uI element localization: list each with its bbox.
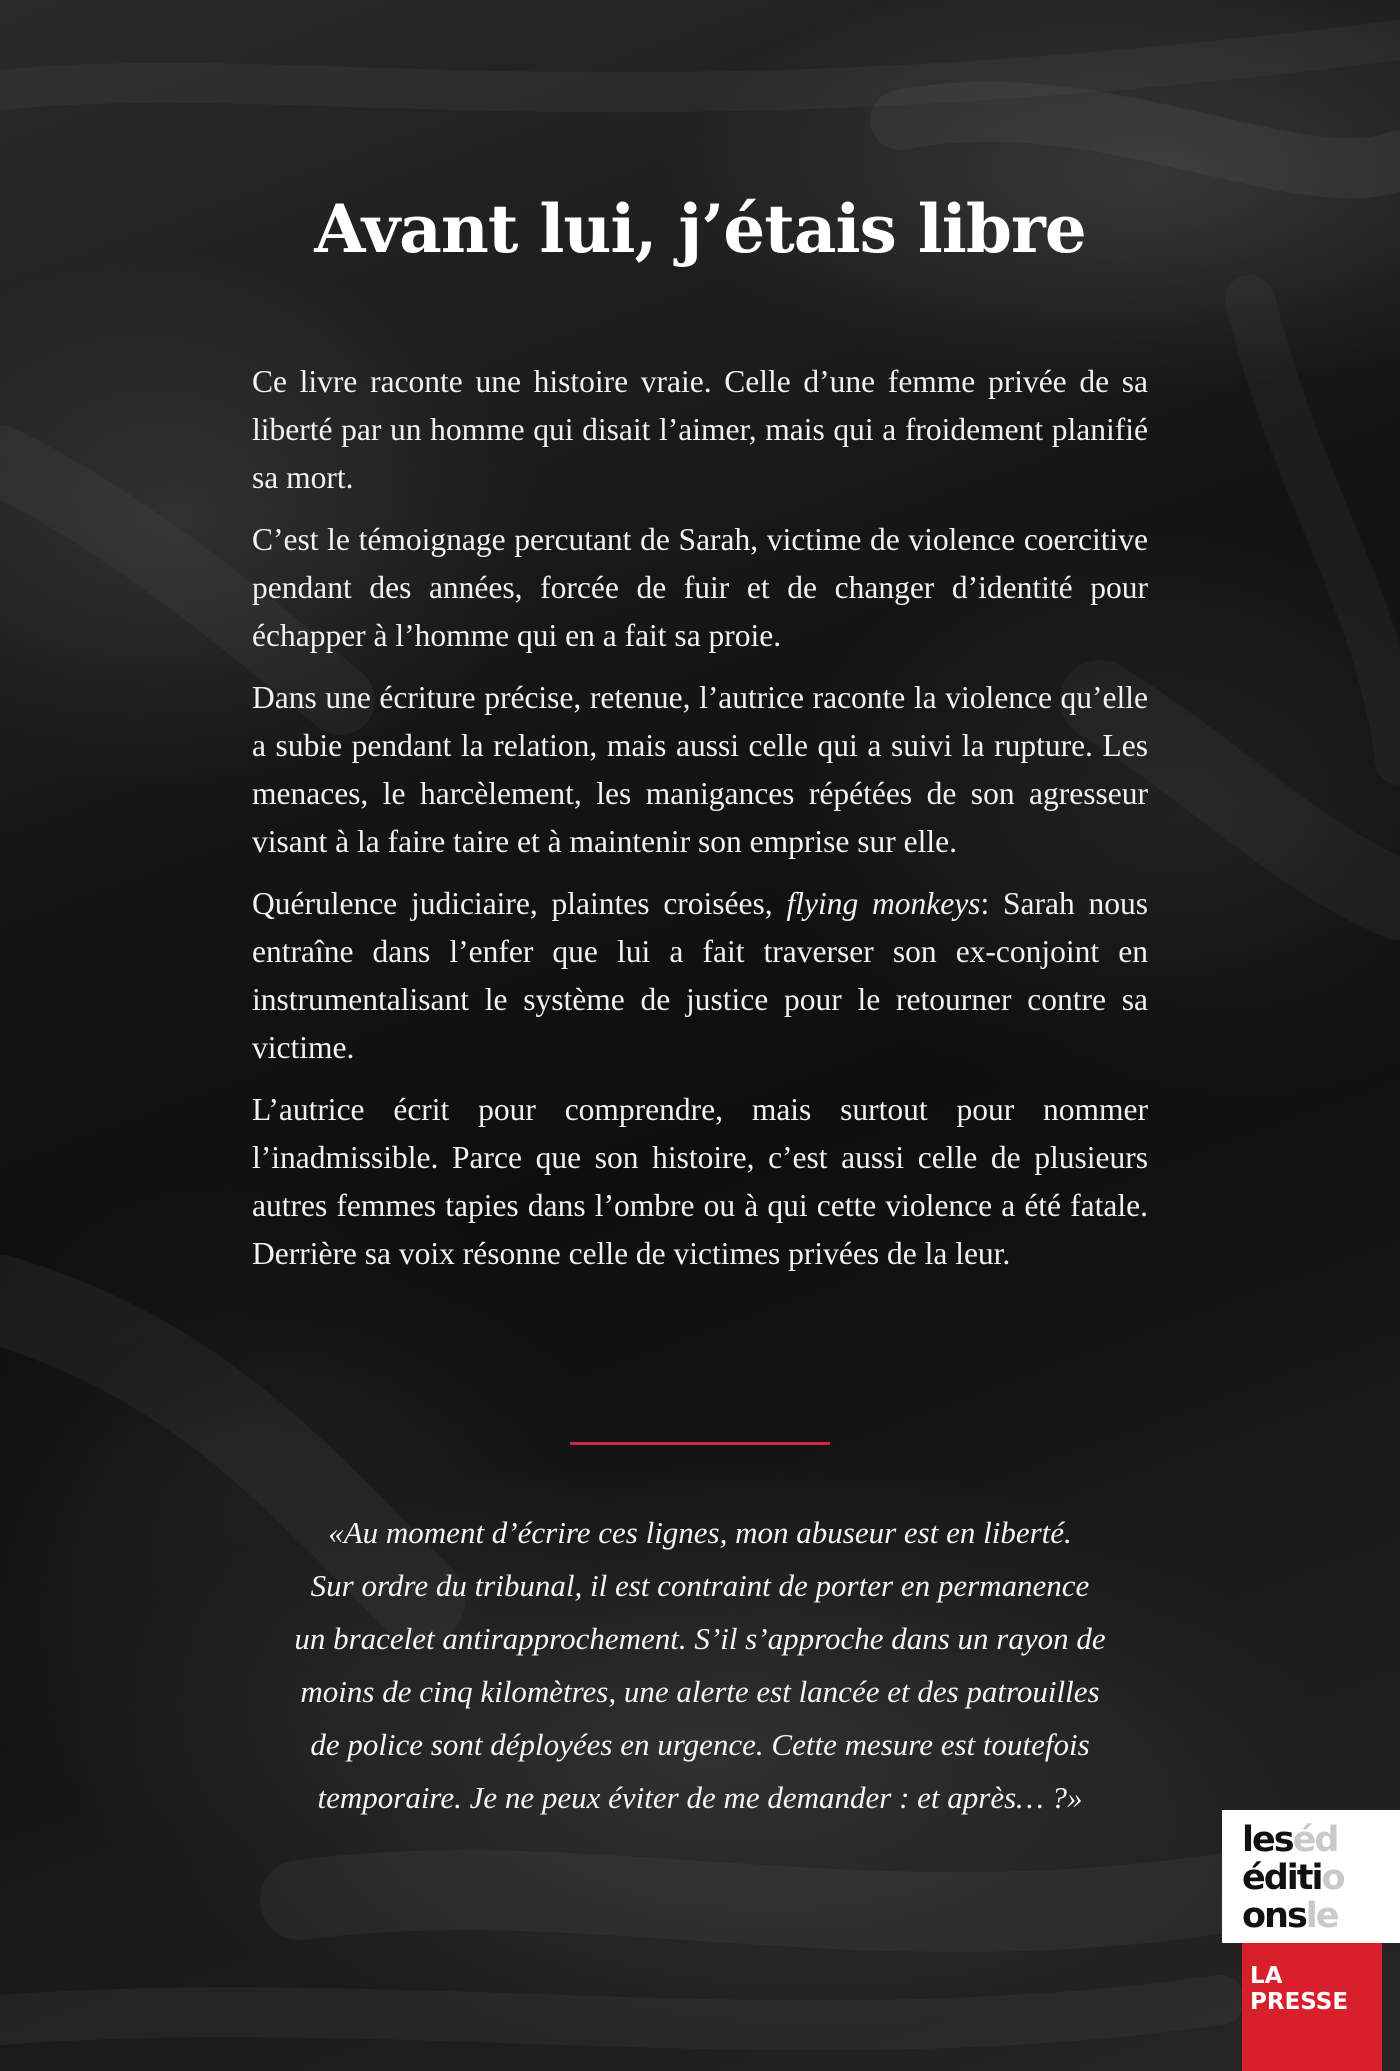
- blurb-paragraph-4: [252, 880, 1148, 1072]
- blurb: [252, 358, 1148, 1292]
- blurb-paragraph-2: C’est le témoignage percutant de Sarah, victime de violence coercitive pendant des années, forcée de fuir et de changer d’identité pour échapper à l’homme qui en a fait sa proie.: [252, 522, 1148, 653]
- logo-brand-line-1: LA: [1250, 1963, 1283, 1989]
- pull-quote: [220, 1506, 1180, 1824]
- logo-row-3-light: le: [1305, 1896, 1338, 1936]
- quote-line-4: moins de cinq kilomètres, une alerte est lancée et des patrouilles: [300, 1674, 1100, 1709]
- blurb-paragraph-1: Ce livre raconte une histoire vraie. Celle d’une femme privée de sa liberté par un homme qui disait l’aimer, mais qui a froidement planifié sa mort.: [252, 364, 1148, 495]
- publisher-logo-red-block: [1242, 1943, 1382, 2071]
- logo-row-1-dark: les: [1242, 1820, 1293, 1860]
- quote-line-2: Sur ordre du tribunal, il est contraint de porter en permanence: [310, 1568, 1090, 1603]
- quote-line-1: «Au moment d’écrire ces lignes, mon abuseur est en liberté.: [328, 1515, 1072, 1550]
- quote-line-6: temporaire. Je ne peux éviter de me demander : et après… ?»: [317, 1780, 1083, 1815]
- logo-row-2-light: o: [1321, 1858, 1344, 1898]
- quote-line-5: de police sont déployées en urgence. Cette mesure est toutefois: [310, 1727, 1090, 1762]
- blurb-paragraph-5: L’autrice écrit pour comprendre, mais surtout pour nommer l’inadmissible. Parce que son histoire, c’est aussi celle de plusieurs autres femmes tapies dans l’ombre ou à qui cette violence a été fatale. Derrière sa voix résonne celle de victimes privées de la leur.: [252, 1092, 1148, 1271]
- logo-row-2: [1242, 1860, 1344, 1896]
- logo-row-1-light: éd: [1292, 1820, 1338, 1860]
- logo-row-1: [1242, 1822, 1337, 1858]
- blurb-paragraph-4-italic: flying monkeys: [786, 886, 981, 921]
- blurb-paragraph-3: Dans une écriture précise, retenue, l’autrice raconte la violence qu’elle a subie pendant la relation, mais aussi celle qui a suivi la rupture. Les menaces, le harcèlement, les manigances répétées de son agresseur visant à la faire taire et à maintenir son emprise sur elle.: [252, 680, 1148, 859]
- logo-brand-line-2: PRESSE: [1250, 1989, 1349, 2015]
- blurb-paragraph-4-lead: Quérulence judiciaire, plaintes croisées,: [252, 886, 773, 921]
- publisher-logo: [1222, 1810, 1400, 2071]
- quote-line-3: un bracelet antirapprochement. S’il s’approche dans un rayon de: [294, 1621, 1106, 1656]
- logo-row-3-dark: ons: [1242, 1896, 1306, 1936]
- section-divider: [570, 1442, 830, 1445]
- book-title: Avant lui, j’étais libre: [314, 190, 1086, 268]
- blurb-paragraph-4-rest: : Sarah nous entraîne dans l’enfer que lui a fait traverser son ex-conjoint en instrumentalisant le système de justice pour le retourner contre sa victime.: [252, 886, 1148, 1065]
- logo-row-2-dark: éditi: [1242, 1858, 1322, 1898]
- publisher-logo-white-block: [1222, 1810, 1400, 1943]
- logo-row-3: [1242, 1898, 1338, 1934]
